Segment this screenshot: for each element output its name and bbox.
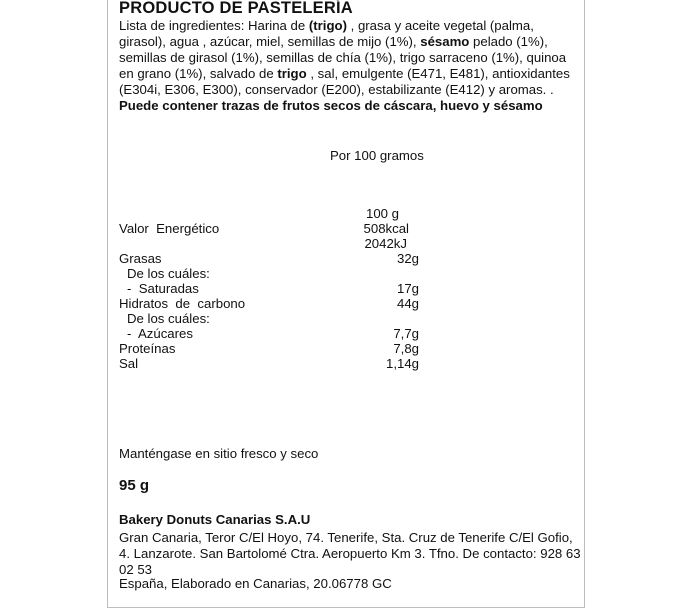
nutrition-value: 7,8g <box>393 341 419 356</box>
nutrition-row <box>119 266 419 282</box>
nutrition-label: De los cuáles: <box>127 266 210 281</box>
nutrition-row <box>119 356 419 372</box>
nutrition-row <box>119 296 419 312</box>
nutrition-label: Proteínas <box>119 341 176 356</box>
allergen-text: (trigo) <box>308 18 347 33</box>
nutrition-row <box>119 311 419 327</box>
ingredient-text: , sal, emulgente (E471, E481), antioxidantes (E304i, E306, E300), conservador (E200), estabilizante (E412) y aromas. . <box>119 66 570 97</box>
nutrition-label: Valor Energético <box>119 221 220 236</box>
ingredient-text: Lista de ingredientes: Harina de <box>119 18 309 33</box>
nutrition-value: 17g <box>396 281 419 296</box>
nutrition-label: De los cuáles: <box>127 311 210 326</box>
nutrition-row <box>119 221 419 237</box>
ingredient-text: pelado (1%), semillas de girasol (1%), semillas de chía (1%), trigo sarraceno (1%), quinoa en grano (1%), salvado de <box>119 34 567 81</box>
nutrition-label: Sal <box>119 356 139 371</box>
nutrition-value: 7,7g <box>393 326 419 341</box>
company-name: Bakery Donuts Canarias S.A.U <box>119 512 311 527</box>
nutrition-label: Grasas <box>119 251 162 266</box>
allergen-text: Puede contener trazas de frutos secos de cáscara, huevo y sésamo <box>119 98 543 113</box>
net-weight: 95 g <box>119 477 150 494</box>
product-title: PRODUCTO DE PASTELERÍA <box>119 0 353 17</box>
ingredients-list <box>119 18 579 114</box>
nutrition-label: Hidratos de carbono <box>119 296 246 311</box>
per-100g-heading: Por 100 gramos <box>330 148 424 163</box>
nutrition-label: - Saturadas <box>127 281 199 296</box>
nutrition-row <box>119 251 419 267</box>
nutrition-row <box>119 341 419 357</box>
nutrition-row <box>119 206 419 222</box>
nutrition-row <box>119 326 419 342</box>
nutrition-value: 2042kJ <box>364 236 407 251</box>
allergen-text: trigo <box>277 66 307 81</box>
nutrition-value: 44g <box>396 296 419 311</box>
company-address: Gran Canaria, Teror C/El Hoyo, 74. Tenerife, Sta. Cruz de Tenerife C/El Gofio, 4. Lanzarote. San Bartolomé Ctra. Aeropuerto Km 3. Tfno. De contacto: 928 63 02 53 <box>119 530 581 577</box>
allergen-text: sésamo <box>420 34 470 49</box>
storage-instructions: Manténgase en sitio fresco y seco <box>119 446 319 461</box>
ingredient-text: , grasa y aceite vegetal (palma, girasol), agua , azúcar, miel, semillas de mijo (1%), <box>119 18 534 49</box>
nutrition-row <box>119 236 419 252</box>
nutrition-value: 32g <box>396 251 419 266</box>
nutrition-row <box>119 281 419 297</box>
nutrition-value: 1,14g <box>385 356 419 371</box>
origin-line: España, Elaborado en Canarias, 20.06778 GC <box>119 576 392 591</box>
nutrition-value: 100 g <box>365 206 399 221</box>
nutrition-label: - Azúcares <box>127 326 193 341</box>
nutrition-value: 508kcal <box>363 221 409 236</box>
